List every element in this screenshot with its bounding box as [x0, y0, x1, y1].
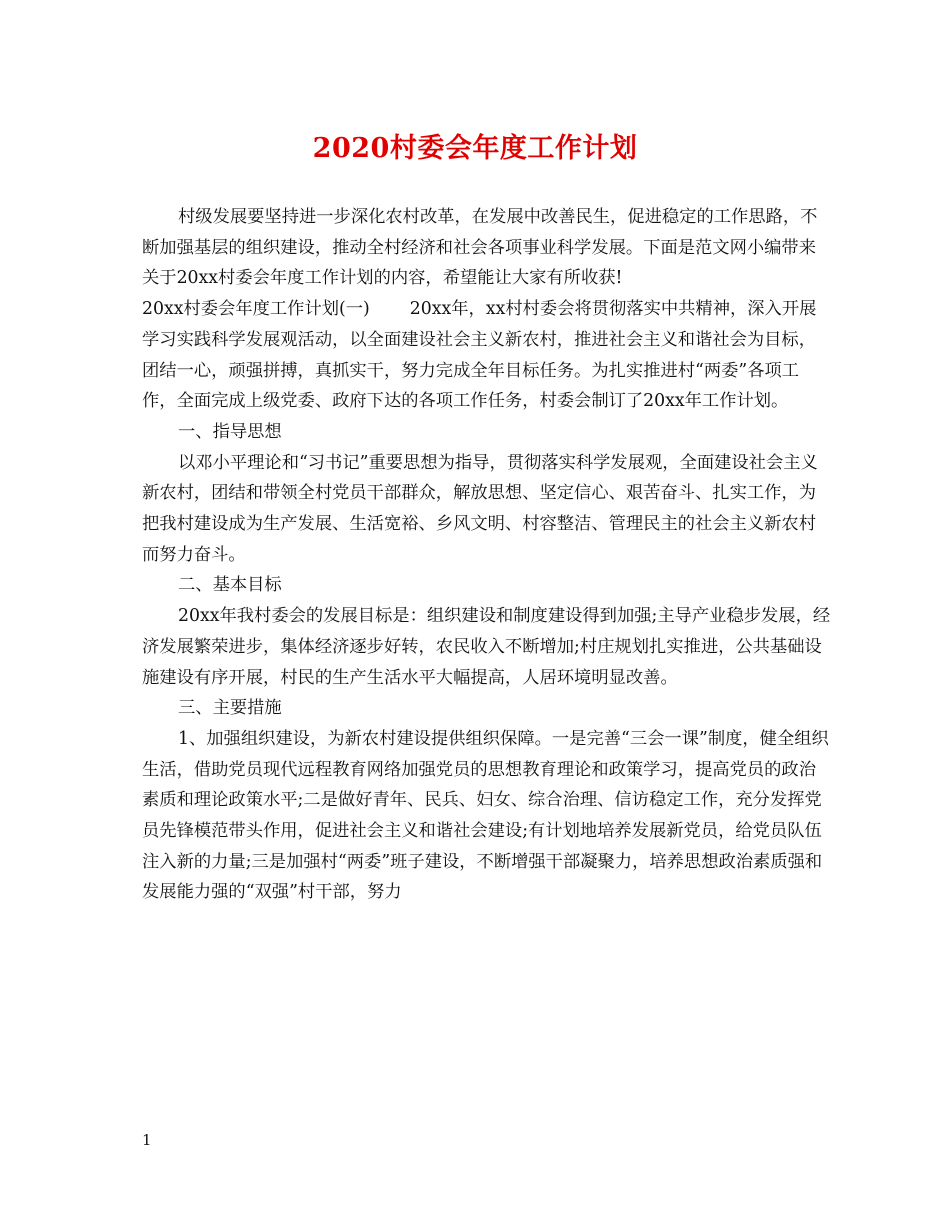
section-text-guiding-ideology: 以邓小平理论和“习书记”重要思想为指导，贯彻落实科学发展观，全面建设社会主义新农村，团结和带领全村党员干部群众，解放思想、坚定信心、艰苦奋斗、扎实工作，为把我村建设成为生产发展、生活宽裕、乡风文明、村容整洁、管理民主的社会主义新农村而努力奋斗。 [142, 452, 818, 565]
section-heading-guiding-ideology: 一、指导思想 [178, 421, 282, 442]
plan-heading: 20xx村委会年度工作计划(一) [142, 299, 370, 320]
intro-paragraph: 村级发展要坚持进一步深化农村改革，在发展中改善民生，促进稳定的工作思路，不断加强基层的组织建设，推动全村经济和社会各项事业科学发展。下面是范文网小编带来关于20xx村委会年度工作计划的内容，希望能让大家有所收获! [142, 207, 818, 289]
section-text-basic-goals: 20xx年我村委会的发展目标是：组织建设和制度建设得到加强;主导产业稳步发展，经济发展繁荣进步，集体经济逐步好转，农民收入不断增加;村庄规划扎实推进，公共基础设施建设有序开展，村民的生产生活水平大幅提高，人居环境明显改善。 [142, 606, 831, 688]
document-title: 2020村委会年度工作计划 [312, 133, 638, 164]
section-heading-main-measures: 三、主要措施 [178, 698, 282, 719]
section-heading-basic-goals: 二、基本目标 [178, 575, 282, 596]
section-text-main-measures: 1、加强组织建设，为新农村建设提供组织保障。一是完善“三会一课”制度，健全组织生活，借助党员现代远程教育网络加强党员的思想教育理论和政策学习，提高党员的政治素质和理论政策水平;二是做好青年、民兵、妇女、综合治理、信访稳定工作，充分发挥党员先锋模范带头作用，促进社会主义和谐社会建设;有计划地培养发展新党员，给党员队伍注入新的力量;三是加强村“两委”班子建设，不断增强干部凝聚力，培养思想政治素质强和发展能力强的“双强”村干部，努力 [142, 728, 829, 903]
plan-intro: 20xx年，xx村村委会将贯彻落实中共精神，深入开展学习实践科学发展观活动，以全面建设社会主义新农村，推进社会主义和谐社会为目标，团结一心，顽强拼搏，真抓实干，努力完成全年目标任务。为扎实推进村“两委”各项工作，全面完成上级党委、政府下达的各项工作任务，村委会制订了20xx年工作计划。 [142, 299, 817, 412]
document-body [142, 202, 832, 908]
page-number: 1 [142, 1131, 152, 1149]
plan-paragraph [142, 294, 832, 417]
